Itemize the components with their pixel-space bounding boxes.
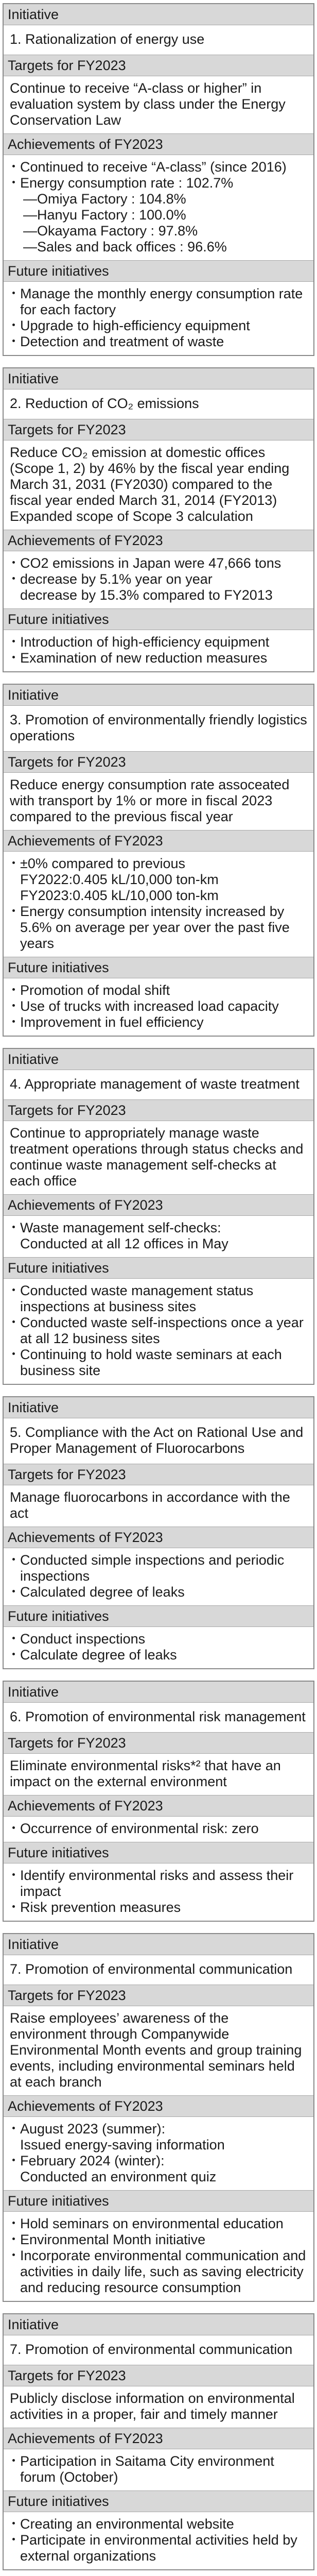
targets-header: Targets for FY2023 [4,1733,313,1754]
achievements-header: Achievements of FY2023 [4,134,313,155]
future-item: ・ Manage the monthly energy consumption rate for each factory [10,286,307,318]
targets-header: Targets for FY2023 [4,1100,313,1121]
achievement-item: ・ CO2 emissions in Japan were 47,666 tons [10,555,307,571]
future-item: ・ Conduct inspections [10,1631,307,1647]
initiative-card [3,3,314,356]
initiative-header: Initiative [4,4,313,25]
achievements-section [4,2449,313,2491]
initiative-header: Initiative [4,2314,313,2335]
achievement-item: ・ Energy consumption intensity increased by 5.6% on average per year over the past five years [10,904,307,952]
initiative-card [3,367,314,672]
initiative-title: 2. Reduction of CO₂ emissions [4,389,313,419]
achievement-item: ・ Waste management self-checks: Conducted at all 12 offices in May [10,1220,307,1252]
target-text: Continue to appropriately manage waste treatment operations through status checks and continue waste management self-checks at each office [4,1121,313,1195]
achievements-list [10,2121,307,2185]
targets-header: Targets for FY2023 [4,752,313,773]
initiative-header: Initiative [4,1682,313,1703]
future-item: ・ Identify environmental risks and assess their impact [10,1868,307,1900]
future-item: ・ Upgrade to high-efficiency equipment [10,318,307,334]
achievement-item: ・ Energy consumption rate : 102.7% [10,175,307,191]
future-list [10,982,307,1030]
target-text: Raise employees’ awareness of the environment through Companywide Environmental Month events and group training events, including environmental seminars held at each branch [4,2006,313,2096]
achievements-header: Achievements of FY2023 [4,2428,313,2449]
future-list [10,634,307,666]
future-item: ・ Environmental Month initiative [10,2232,307,2248]
initiative-title: 7. Promotion of environmental communication [4,1955,313,1985]
future-item: ・ Improvement in fuel efficiency [10,1014,307,1030]
future-list [10,286,307,350]
achievement-item: ・ Calculated degree of leaks [10,1584,307,1600]
achievements-list [10,1552,307,1600]
initiative-card [3,2313,314,2570]
initiative-card [3,1933,314,2302]
future-section [4,2212,313,2301]
target-text: Manage fluorocarbons in accordance with the act [4,1485,313,1527]
achievement-item: —Okayama Factory : 97.8% [23,223,198,239]
achievements-list [10,1821,307,1837]
initiative-title: 7. Promotion of environmental communication [4,2335,313,2365]
future-item: ・ Hold seminars on environmental education [10,2216,307,2232]
future-header: Future initiatives [4,1258,313,1279]
initiative-title: 5. Compliance with the Act on Rational Use and Proper Management of Fluorocarbons [4,1418,313,1464]
achievement-item: —Hanyu Factory : 100.0% [23,207,186,223]
initiative-header: Initiative [4,368,313,389]
initiative-title: 3. Promotion of environmentally friendly logistics operations [4,706,313,752]
future-section [4,978,313,1036]
future-section [4,1279,313,1384]
future-list [10,1868,307,1916]
achievement-item: —Sales and back offices : 96.6% [23,239,227,255]
achievement-item: ・ Occurrence of environmental risk: zero [10,1821,307,1837]
future-item: ・ Continuing to hold waste seminars at each business site [10,1347,307,1379]
initiative-card [3,1396,314,1669]
future-header: Future initiatives [4,261,313,282]
future-item: ・ Risk prevention measures [10,1900,307,1916]
targets-header: Targets for FY2023 [4,1985,313,2006]
future-item: ・ Use of trucks with increased load capacity [10,998,307,1014]
achievements-list [10,1220,307,1252]
achievements-list [10,2453,307,2485]
achievements-section [4,1817,313,1842]
achievements-section [4,155,313,261]
achievements-section [4,1548,313,1606]
future-item: ・ Promotion of modal shift [10,982,307,998]
target-text: Continue to receive “A-class or higher” in evaluation system by class under the Energy Conservation Law [4,76,313,134]
targets-header: Targets for FY2023 [4,55,313,76]
future-item: ・ Conducted waste self-inspections once a year at all 12 business sites [10,1315,307,1347]
future-item: ・ Incorporate environmental communication and activities in daily life, such as saving electricity and reducing resource consumption [10,2248,307,2296]
future-header: Future initiatives [4,957,313,978]
future-item: ・ Examination of new reduction measures [10,650,307,666]
future-section [4,630,313,671]
initiative-header: Initiative [4,685,313,706]
achievement-item: ・ February 2024 (winter): Conducted an environment quiz [10,2153,307,2185]
achievement-item: ・ Participation in Saitama City environment forum (October) [10,2453,307,2485]
achievements-header: Achievements of FY2023 [4,1795,313,1817]
future-item: ・ Participate in environmental activities held by external organizations [10,2532,307,2564]
initiatives-page [0,3,317,2570]
future-section [4,282,313,355]
initiative-title: 1. Rationalization of energy use [4,25,313,55]
target-text: Reduce CO₂ emission at domestic offices (Scope 1, 2) by 46% by the fiscal year ending March 31, 2031 (FY2030) compared to the fiscal year ended March 31, 2014 (FY2013) Expanded scope of Scope 3 calculation [4,440,313,530]
achievement-item: ・ August 2023 (summer): Issued energy-saving information [10,2121,307,2153]
future-item: ・ Creating an environmental website [10,2516,307,2532]
achievements-list [10,159,307,255]
future-item: ・ Detection and treatment of waste [10,334,307,350]
initiative-header: Initiative [4,1934,313,1955]
achievements-header: Achievements of FY2023 [4,1527,313,1548]
achievements-section [4,852,313,957]
target-text: Publicly disclose information on environmental activities in a proper, fair and timely manner [4,2386,313,2428]
achievements-header: Achievements of FY2023 [4,831,313,852]
achievements-section [4,1216,313,1258]
future-list [10,2216,310,2296]
initiative-card [3,1681,314,1922]
targets-header: Targets for FY2023 [4,2365,313,2386]
initiative-header: Initiative [4,1397,313,1418]
initiative-title: 4. Appropriate management of waste treatment [4,1070,313,1100]
initiative-card [3,684,314,1037]
achievements-header: Achievements of FY2023 [4,2096,313,2117]
achievement-item: ・ Conducted simple inspections and periodic inspections [10,1552,307,1584]
future-list [10,1631,307,1663]
initiative-card [3,1048,314,1385]
future-header: Future initiatives [4,2491,313,2512]
future-list [10,1283,307,1379]
future-list [10,2516,307,2564]
targets-header: Targets for FY2023 [4,419,313,440]
achievements-section [4,2117,313,2191]
achievement-item: ・ decrease by 5.1% year on year decrease by 15.3% compared to FY2013 [10,571,307,603]
future-item: ・ Calculate degree of leaks [10,1647,307,1663]
future-section [4,1863,313,1921]
future-header: Future initiatives [4,1606,313,1627]
target-text: Reduce energy consumption rate assoceated with transport by 1% or more in fiscal 2023 compared to the previous fiscal year [4,773,313,831]
achievement-item: ・ Continued to receive “A-class” (since 2016) [10,159,307,175]
achievements-header: Achievements of FY2023 [4,530,313,551]
achievements-header: Achievements of FY2023 [4,1195,313,1216]
future-header: Future initiatives [4,1842,313,1863]
future-item: ・ Conducted waste management status inspections at business sites [10,1283,307,1315]
achievements-list [10,856,307,952]
future-section [4,2512,313,2569]
future-item: ・ Introduction of high-efficiency equipment [10,634,307,650]
future-section [4,1627,313,1668]
achievements-section [4,551,313,609]
initiative-title: 6. Promotion of environmental risk management [4,1703,313,1733]
targets-header: Targets for FY2023 [4,1464,313,1485]
future-header: Future initiatives [4,609,313,630]
achievement-item: ・ ±0% compared to previous FY2022:0.405 kL/10,000 ton-km FY2023:0.405 kL/10,000 ton-km [10,856,307,904]
initiative-header: Initiative [4,1049,313,1070]
future-header: Future initiatives [4,2191,313,2212]
achievement-item: —Omiya Factory : 104.8% [23,191,186,207]
target-text: Eliminate environmental risks*² that have an impact on the external environment [4,1754,313,1795]
achievements-list [10,555,307,603]
